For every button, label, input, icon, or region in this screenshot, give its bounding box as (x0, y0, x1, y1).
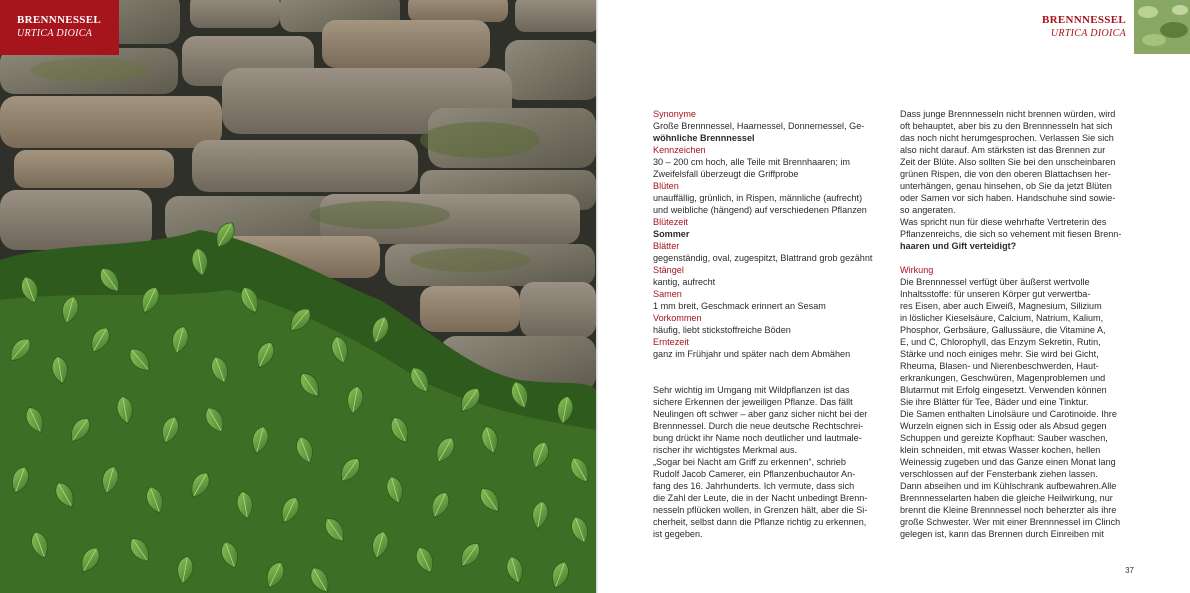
body-line: fang des 16. Jahrhunderts. Ich vermute, dass sich (653, 481, 855, 491)
body-line: sichere Erkennen der jeweiligen Pflanze. Das fällt (653, 397, 853, 407)
fact-blaetter (653, 240, 886, 264)
body-line: verschlossen auf der Fensterbank ziehen lassen. (900, 469, 1098, 479)
text-column-left (653, 108, 886, 540)
body-line: klein schneiden, mit etwas Wasser kochen, hellen (900, 445, 1101, 455)
body-line: Schuppen und gereizte Kopfhaut: Sauber waschen, (900, 433, 1108, 443)
body-line: ist gegeben. (653, 529, 703, 539)
body-line: Phosphor, Gerbsäure, Gallussäure, die Vitamine A, (900, 325, 1106, 335)
page-number: 37 (1125, 566, 1134, 575)
body-line: also nicht darauf. Am stärksten ist das Brennen zur (900, 145, 1106, 155)
body-line: oder Samen vor sich haben. Handschuhe sind sowie- (900, 193, 1116, 203)
fact-line: wöhnliche Brennnessel (653, 133, 755, 143)
body-line: die Zahl der Leute, die in der Nacht unbedingt Brenn- (653, 493, 868, 503)
chapter-title-box (0, 0, 119, 55)
body-line: Rudolf Jacob Camerer, ein Pflanzenbuchautor An- (653, 469, 856, 479)
fact-line: 1 mm breit, Geschmack erinnert an Sesam (653, 301, 826, 311)
section-label: Wirkung (900, 265, 934, 275)
fact-line: ganz im Frühjahr und später nach dem Abmähen (653, 349, 851, 359)
fact-label: Blätter (653, 241, 680, 251)
body-line: Rheuma, Blasen- und Nierenbeschwerden, Haut- (900, 361, 1099, 371)
body-line: cherheit, selbst dann die Pflanze richtig zu erkennen, (653, 517, 867, 527)
body-line: bung drückt ihr Name noch deutlicher und lautmale- (653, 433, 862, 443)
body-line: gelegen ist, kann das Brennen durch Einreiben mit (900, 529, 1104, 539)
fact-line: 30 – 200 cm hoch, alle Teile mit Brennhaaren; im (653, 157, 850, 167)
fact-line: Zweifelsfall überzeugt die Griffprobe (653, 169, 799, 179)
fact-line: gegenständig, oval, zugespitzt, Blattrand grob gezähnt (653, 253, 873, 263)
fact-line: unauffällig, grünlich, in Rispen, männliche (aufrecht) (653, 193, 863, 203)
body-line: Weinessig zugeben und das Ganze einen Monat lang (900, 457, 1116, 467)
fact-line: Große Brennnessel, Haarnessel, Donnernessel, Ge- (653, 121, 865, 131)
body-line: Dann abseihen und im Kühlschrank aufbewahren.Alle (900, 481, 1117, 491)
fact-staengel (653, 264, 886, 288)
leaf-thumbnail-image (1134, 0, 1190, 54)
body-line-bold: haaren und Gift verteidigt? (900, 241, 1017, 251)
fact-line: häufig, liebt stickstoffreiche Böden (653, 325, 791, 335)
fact-erntezeit (653, 336, 886, 360)
body-line: Wurzeln eignen sich in Essig oder als Absud gegen (900, 421, 1107, 431)
fact-line: und weibliche (hängend) auf verschiedenen Pflanzen (653, 205, 867, 215)
intro-paragraph (900, 108, 1133, 252)
fact-label: Samen (653, 289, 682, 299)
body-line: Zeit der Blüte. Also sollten Sie bei den unscheinbaren (900, 157, 1116, 167)
fact-label: Vorkommen (653, 313, 702, 323)
body-line: Stärke und noch einiges mehr. Sie wird bei Gicht, (900, 349, 1099, 359)
body-line: „Sogar bei Nacht am Griff zu erkennen“, schrieb (653, 457, 846, 467)
chapter-subtitle: URTICA DIOICA (17, 28, 93, 39)
body-line: unterhängen, genau hinsehen, ob Sie da jetzt Blüten (900, 181, 1112, 191)
fact-bluetezeit (653, 216, 886, 240)
body-line: erkrankungen, Geschwüren, Magenproblemen und (900, 373, 1106, 383)
body-line: Sehr wichtig im Umgang mit Wildpflanzen ist das (653, 385, 850, 395)
fact-line: kantig, aufrecht (653, 277, 716, 287)
fact-label: Synonyme (653, 109, 696, 119)
body-line: große Schwester. Wer mit einer Brennnessel im Clinch (900, 517, 1121, 527)
body-line: Die Samen enthalten Linolsäure und Carotinoide. Ihre (900, 409, 1117, 419)
body-line: das noch nicht herumgesprochen. Verlassen Sie sich (900, 133, 1114, 143)
fact-kennzeichen (653, 144, 886, 180)
body-line: Inhaltsstoffe: für unseren Körper gut verwertba- (900, 289, 1091, 299)
fact-label: Blüten (653, 181, 679, 191)
running-header (1042, 14, 1126, 39)
running-header-subtitle: URTICA DIOICA (1050, 28, 1126, 39)
body-line: Blutarmut mit Erfolg eingesetzt. Verwenden können (900, 385, 1107, 395)
body-line: Pflanzenreichs, die sich so vehement mit fiesen Brenn- (900, 229, 1122, 239)
body-line: grünen Rispen, die von den oberen Blattachsen her- (900, 169, 1111, 179)
body-line: Neulingen oft schwer – aber ganz sicher nicht bei der (653, 409, 868, 419)
body-line: rischer ihr wichtigstes Merkmal aus. (653, 445, 798, 455)
running-header-title: BRENNNESSEL (1042, 14, 1126, 26)
body-line: so angeraten. (900, 205, 956, 215)
fact-line: Sommer (653, 229, 690, 239)
body-line: brennt die Kleine Brennnessel noch beherzter als ihre (900, 505, 1117, 515)
body-line: Brennnesselarten haben die gleiche Heilwirkung, nur (900, 493, 1113, 503)
fact-blueten (653, 180, 886, 216)
fact-synonyme (653, 108, 886, 144)
body-line: Sie ihre Blätter für Tee, Bäder und eine Tinktur. (900, 397, 1089, 407)
fact-vorkommen (653, 312, 886, 336)
body-line: res Eisen, aber auch Eiweiß, Magnesium, Silizium (900, 301, 1102, 311)
chapter-title: BRENNNESSEL (17, 14, 101, 26)
fact-label: Erntezeit (653, 337, 689, 347)
header-thumbnail (1134, 0, 1190, 54)
fact-label: Blütezeit (653, 217, 688, 227)
fact-label: Stängel (653, 265, 684, 275)
body-paragraph-left (653, 384, 886, 540)
fact-samen (653, 288, 886, 312)
body-line: oft behauptet, aber bis zu den Brennnesseln hat sich (900, 121, 1113, 131)
body-line: E, und C, Chlorophyll, das Enzym Sekretin, Rutin, (900, 337, 1101, 347)
body-line: in löslicher Kieselsäure, Calcium, Natrium, Kalium, (900, 313, 1104, 323)
section-wirkung (900, 264, 1133, 540)
body-line: Brennnessel. Durch die neue deutsche Rechtschrei- (653, 421, 864, 431)
body-line: Die Brennnessel verfügt über äußerst wertvolle (900, 277, 1090, 287)
body-line: nesseln pflücken wollen, in Grenzen hält, aber die Si- (653, 505, 868, 515)
text-column-right (900, 108, 1133, 540)
body-line: Dass junge Brennnesseln nicht brennen würden, wird (900, 109, 1116, 119)
body-line: Was spricht nun für diese wehrhafte Vertreterin des (900, 217, 1107, 227)
fact-label: Kennzeichen (653, 145, 706, 155)
text-page (598, 0, 1190, 593)
